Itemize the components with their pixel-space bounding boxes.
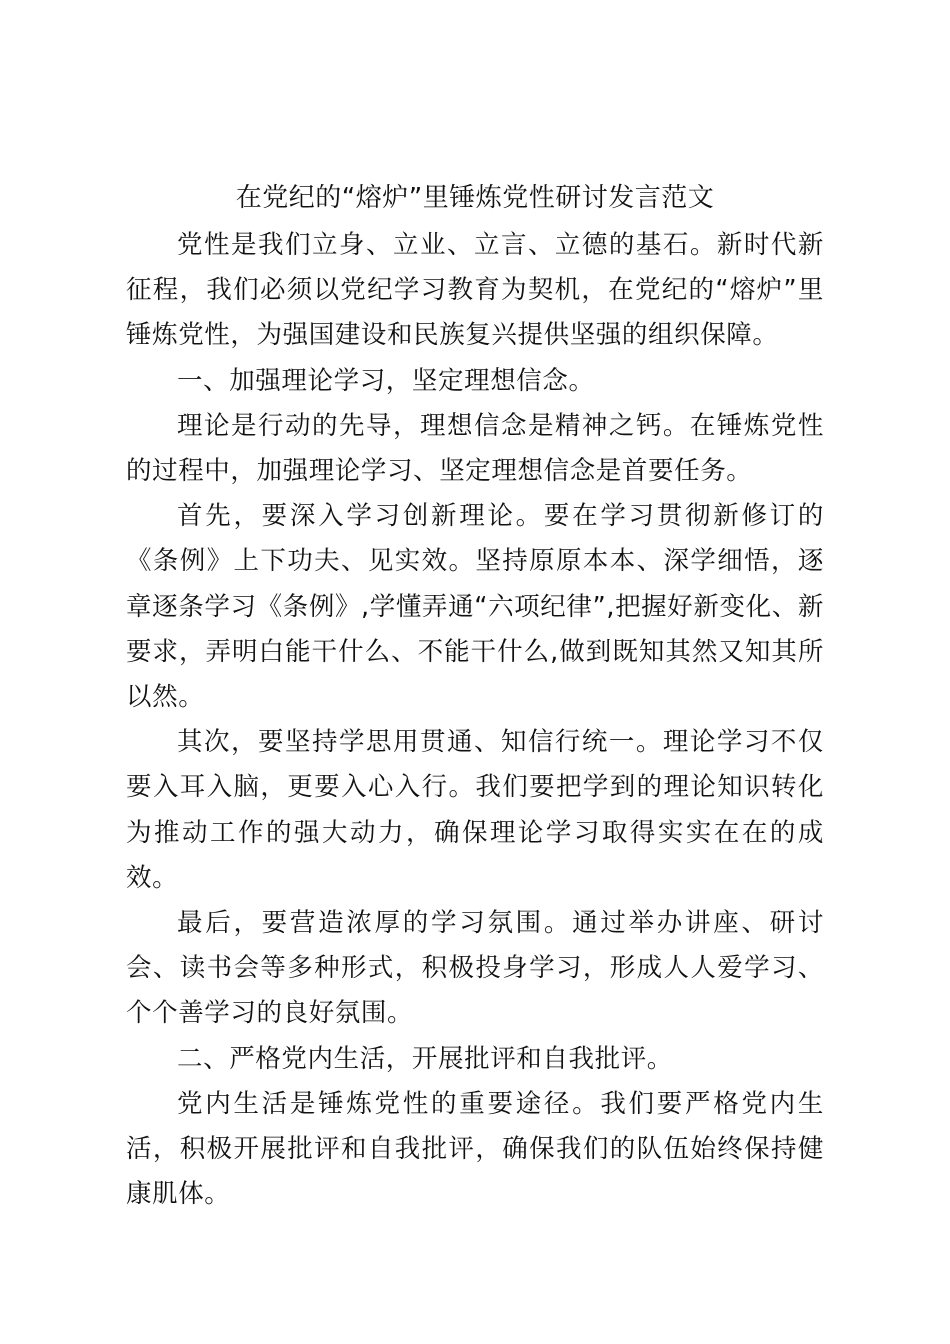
document-title: 在党纪的“熔炉”里锤炼党性研讨发言范文 bbox=[235, 183, 715, 213]
paragraph-last: 最后，要营造浓厚的学习氛围。通过举办讲座、研讨会、读书会等多种形式，积极投身学习，形成人人爱学习、个个善学习的良好氛围。 bbox=[126, 908, 824, 1029]
section-heading-2: 二、严格党内生活，开展批评和自我批评。 bbox=[177, 1043, 673, 1074]
document-body bbox=[126, 223, 824, 1217]
paragraph-second: 其次，要坚持学思用贯通、知信行统一。理论学习不仅要入耳入脑，更要入心入行。我们要把学到的理论知识转化为推动工作的强大动力，确保理论学习取得实实在在的成效。 bbox=[126, 727, 824, 893]
section-heading-1: 一、加强理论学习，坚定理想信念。 bbox=[177, 365, 595, 396]
paragraph-first: 首先，要深入学习创新理论。要在学习贯彻新修订的《条例》上下功夫、见实效。坚持原原本本、深学细悟，逐章逐条学习《条例》,学懂弄通“六项纪律”,把握好新变化、新要求，弄明白能干什么、不能干什么,做到既知其然又知其所以然。 bbox=[126, 501, 824, 713]
paragraph-party-life: 党内生活是锤炼党性的重要途径。我们要严格党内生活，积极开展批评和自我批评，确保我们的队伍始终保持健康肌体。 bbox=[126, 1088, 824, 1210]
paragraph-theory: 理论是行动的先导，理想信念是精神之钙。在锤炼党性的过程中，加强理论学习、坚定理想信念是首要任务。 bbox=[126, 410, 824, 487]
paragraph-intro: 党性是我们立身、立业、立言、立德的基石。新时代新征程，我们必须以党纪学习教育为契机，在党纪的“熔炉”里锤炼党性，为强国建设和民族复兴提供坚强的组织保障。 bbox=[126, 230, 824, 351]
